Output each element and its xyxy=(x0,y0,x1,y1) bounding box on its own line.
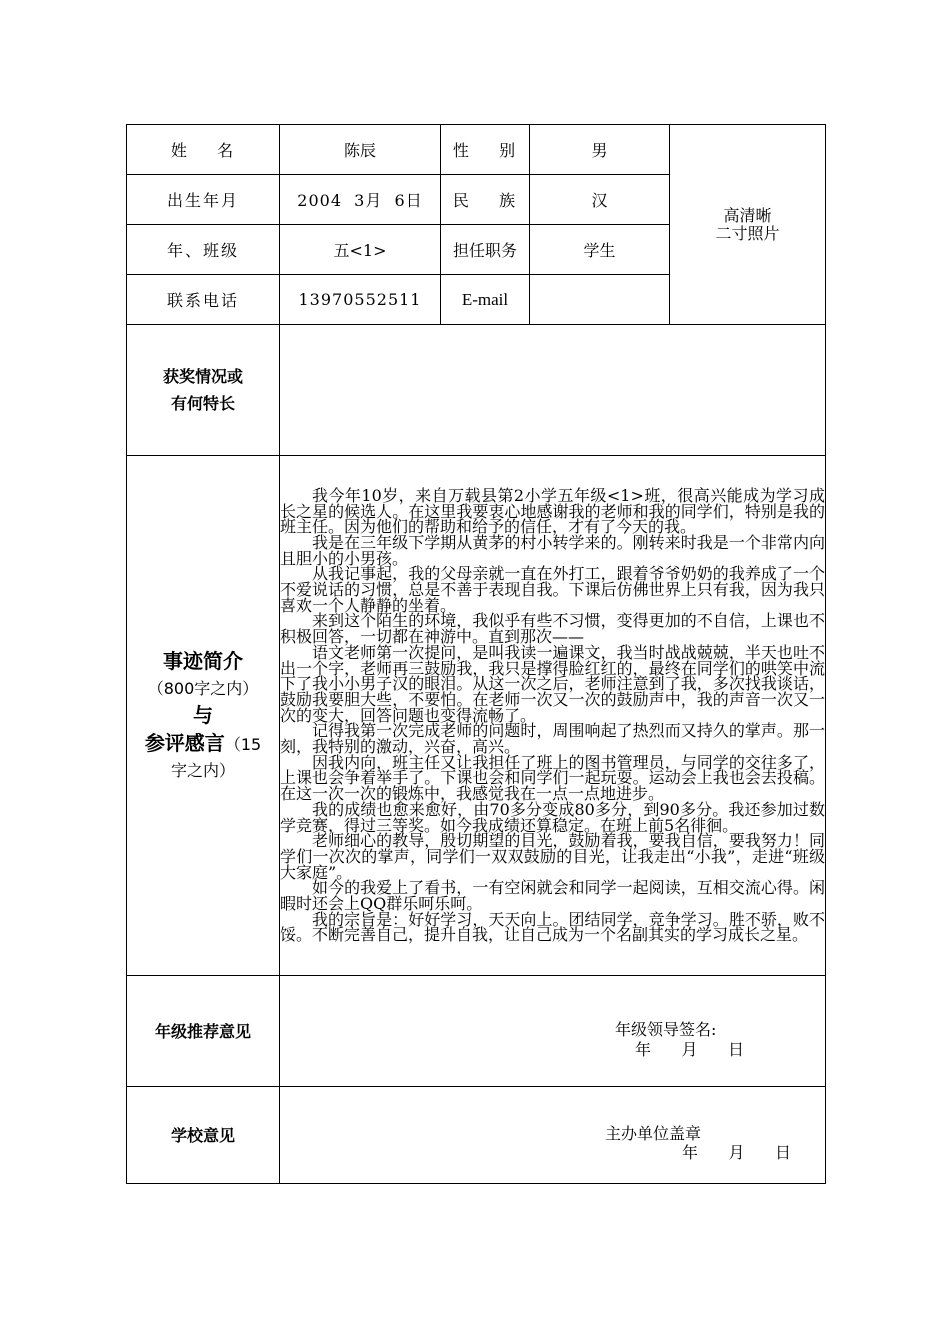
awards-label xyxy=(127,325,280,456)
awards-label-line2: 有何特长 xyxy=(170,394,235,413)
grade-opinion-label: 年级推荐意见 xyxy=(127,976,280,1087)
application-form-table xyxy=(126,124,826,1184)
gender-label: 性 别 xyxy=(441,125,530,175)
story-label-line5: 字之内） xyxy=(170,760,235,780)
school-opinion-label: 学校意见 xyxy=(127,1087,280,1184)
story-paragraph: 语文老师第一次提问，是叫我读一遍课文，我当时战战兢兢，半天也吐不出一个字，老师再三鼓励我，我只是撑得脸红红的，最终在同学们的哄笑中流下了我小小男子汉的眼泪。从这一次之后，老师注意到了我，多次找我谈话，鼓励我要胆大些，不要怕。在老师一次又一次的鼓励声中，我的声音一次又一次的变大，回答问题也变得流畅了。 xyxy=(280,642,825,725)
grade-value: 五<1> xyxy=(280,225,441,275)
story-paragraph: 来到这个陌生的环境，我似乎有些不习惯，变得更加的不自信，上课也不积极回答，一切都在神游中。直到那次—— xyxy=(280,611,825,647)
awards-label-line1: 获奖情况或 xyxy=(162,367,243,386)
school-opinion-box xyxy=(280,1087,826,1184)
birth-value: 2004 3月 6日 xyxy=(280,175,441,225)
photo-line2: 二寸照片 xyxy=(715,223,780,243)
photo-line1: 高清晰 xyxy=(723,205,772,225)
name-label: 姓 名 xyxy=(127,125,280,175)
gender-value: 男 xyxy=(530,125,670,175)
ethnic-label: 民 族 xyxy=(441,175,530,225)
story-label-line2: （800字之内） xyxy=(147,678,259,698)
story-paragraph: 因我内向，班主任又让我担任了班上的图书管理员，与同学的交往多了，上课也会争着举手了。下课也会和同学们一起玩耍。运动会上我也会去投稿。在这一次一次的锻炼中，我感觉我在一点一点地进步。 xyxy=(280,752,825,804)
grade-leader-signature: 年级领导签名: xyxy=(615,1020,717,1039)
story-label-line1: 事迹简介 xyxy=(163,648,243,673)
story-paragraph: 记得我第一次完成老师的问题时，周围响起了热烈而又持久的掌声。那一刻，我特别的激动，兴奋，高兴。 xyxy=(280,721,825,757)
phone-value: 13970552511 xyxy=(280,275,441,325)
story-paragraph: 老师细心的教导，殷切期望的目光，鼓励着我，要我自信，要我努力！同学们一次次的掌声，同学们一双双鼓励的目光，让我走出“小我”，走进“班级大家庭”。 xyxy=(280,831,825,882)
story-label-line3: 与 xyxy=(193,702,213,727)
photo-placeholder xyxy=(670,125,826,325)
grade-label: 年、班级 xyxy=(127,225,280,275)
story-paragraph: 我是在三年级下学期从黄茅的村小转学来的。刚转来时我是一个非常内向且胆小的小男孩。 xyxy=(280,532,825,568)
story-paragraph: 我今年10岁，来自万载县第2小学五年级<1>班，很高兴能成为学习成长之星的候选人。在这里我要衷心地感谢我的老师和我的同学们，特别是我的班主任。因为他们的帮助和给予的信任，才有了今天的我。 xyxy=(280,485,825,537)
school-opinion-date: 年 月 日 xyxy=(682,1143,792,1162)
story-paragraph: 从我记事起，我的父母亲就一直在外打工，跟着爷爷奶奶的我养成了一个不爱说话的习惯，总是不善于表现自我。下课后仿佛世界上只有我，因为我只喜欢一个人静静的坐着。 xyxy=(280,564,825,615)
name-value: 陈辰 xyxy=(280,125,441,175)
email-label: E-mail xyxy=(441,275,530,325)
story-paragraph: 如今的我爱上了看书，一有空闲就会和同学一起阅读，互相交流心得。闲暇时还会上QQ群乐呵乐呵。 xyxy=(280,878,825,914)
duty-value: 学生 xyxy=(530,225,670,275)
awards-value xyxy=(280,325,826,456)
grade-opinion-box xyxy=(280,976,826,1087)
story-label xyxy=(127,456,280,976)
duty-label: 担任职务 xyxy=(441,225,530,275)
phone-label: 联系电话 xyxy=(127,275,280,325)
story-text xyxy=(280,456,826,976)
story-paragraph: 我的成绩也愈来愈好，由70多分变成80多分，到90多分。我还参加过数学竞赛，得过三等奖。如今我成绩还算稳定。在班上前5名徘徊。 xyxy=(280,799,825,835)
story-label-line4: 参评感言（15 xyxy=(144,730,262,755)
birth-label: 出生年月 xyxy=(127,175,280,225)
organizer-stamp: 主办单位盖章 xyxy=(605,1124,702,1143)
grade-opinion-date: 年 月 日 xyxy=(635,1040,745,1059)
email-value xyxy=(530,275,670,325)
ethnic-value: 汉 xyxy=(530,175,670,225)
story-paragraph: 我的宗旨是：好好学习，天天向上。团结同学，竞争学习。胜不骄，败不馁。不断完善自己，提升自我，让自己成为一个名副其实的学习成长之星。 xyxy=(280,909,825,945)
